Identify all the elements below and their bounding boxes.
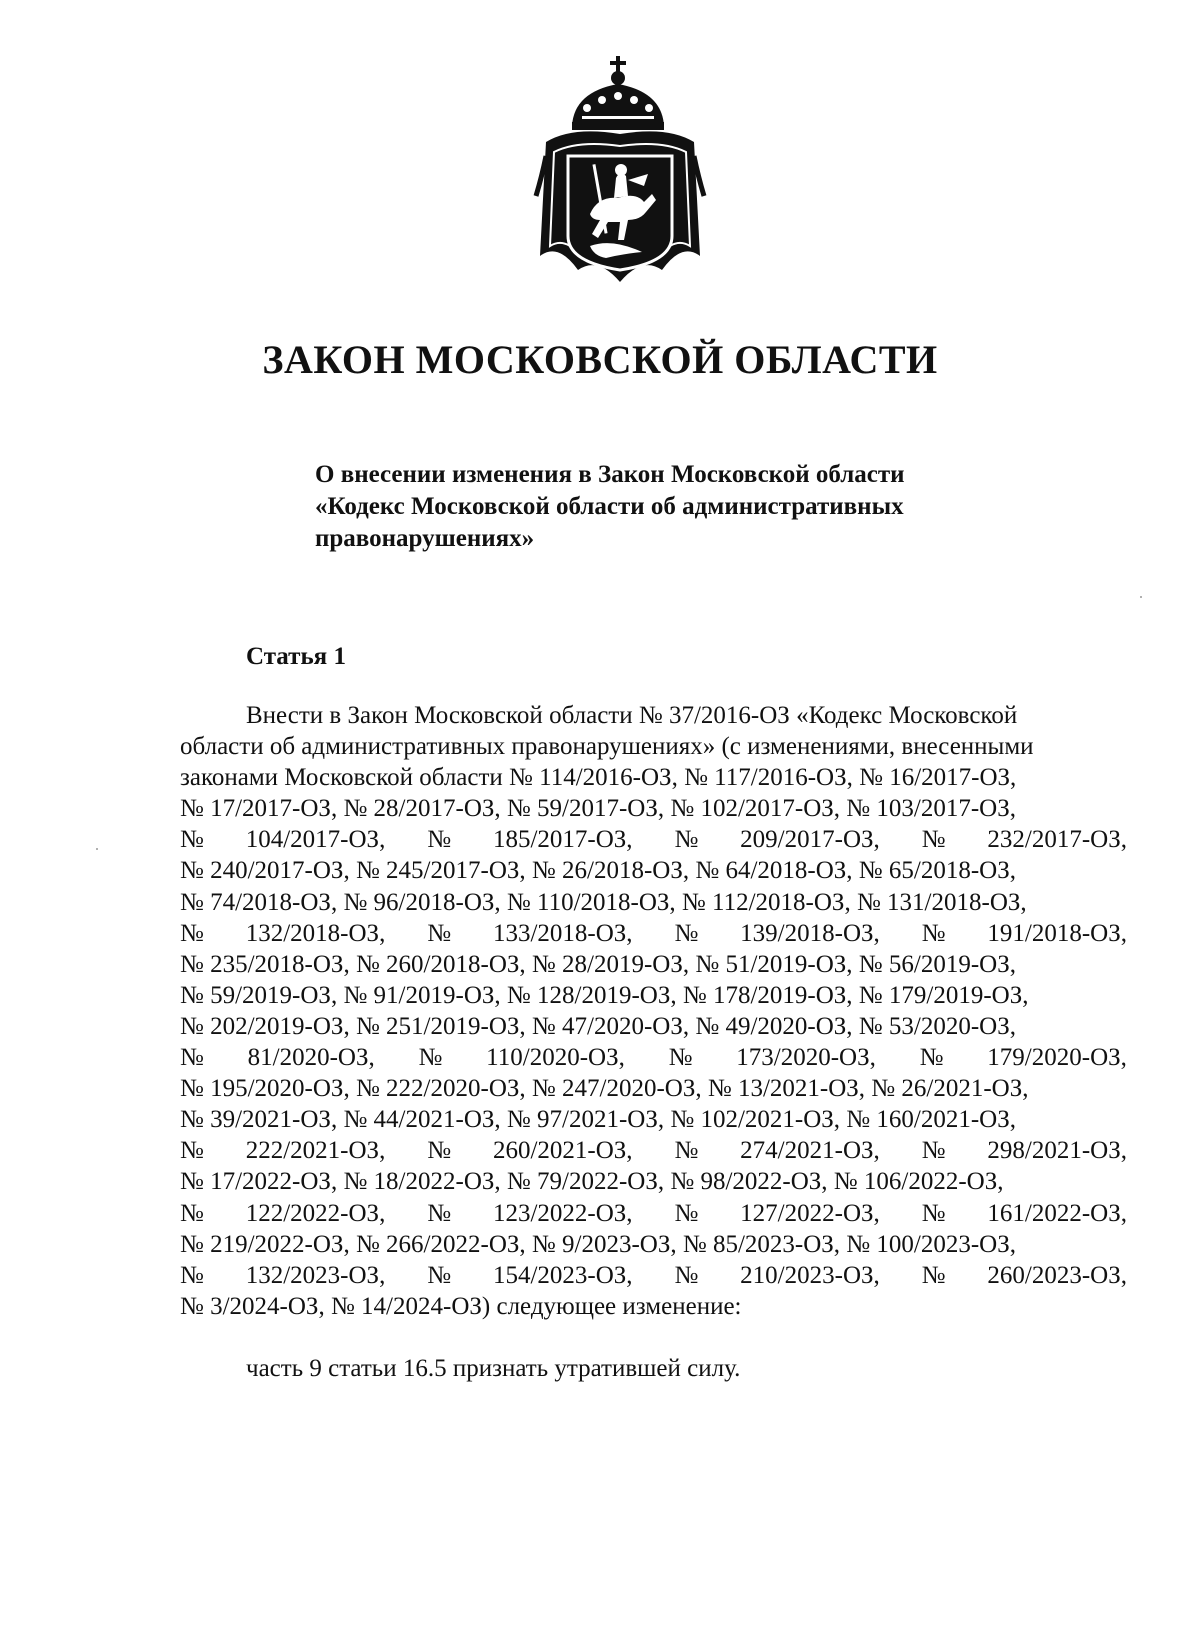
body-line: № 59/2019-ОЗ, № 91/2019-ОЗ, № 128/2019-ОЗ, № 178/2019-ОЗ, № 179/2019-ОЗ, [180,981,1029,1009]
scan-speck [96,848,98,850]
law-subtitle [315,459,1015,555]
body-line-token: № [674,919,699,947]
subtitle-line: правонарушениях» [315,525,535,552]
body-line-token: 110/2020-ОЗ, [486,1044,625,1072]
body-line: № 17/2022-ОЗ, № 18/2022-ОЗ, № 79/2022-ОЗ, № 98/2022-ОЗ, № 106/2022-ОЗ, [180,1168,1004,1196]
body-line-token: № [919,1044,944,1072]
body-line-token: 123/2022-ОЗ, [492,1199,633,1227]
body-line-token: 260/2021-ОЗ, [492,1137,633,1165]
body-line-token: № [674,826,699,854]
body-line-token: № [427,1199,452,1227]
body-line-token: 191/2018-ОЗ, [987,919,1127,947]
coat-of-arms-emblem [532,56,708,288]
body-line: № 235/2018-ОЗ, № 260/2018-ОЗ, № 28/2019-ОЗ, № 51/2019-ОЗ, № 56/2019-ОЗ, [180,950,1017,978]
body-line-token: № [418,1044,443,1072]
article-body [180,700,1127,1322]
body-line-token: № [180,1261,204,1289]
body-line-token: 122/2022-ОЗ, [245,1199,386,1227]
body-line [180,1135,1127,1166]
article-heading: Статья 1 [246,643,346,670]
body-line: № 74/2018-ОЗ, № 96/2018-ОЗ, № 110/2018-ОЗ, № 112/2018-ОЗ, № 131/2018-ОЗ, [180,888,1027,916]
body-line-token: 274/2021-ОЗ, [740,1137,880,1165]
body-line-token: 209/2017-ОЗ, [740,826,880,854]
body-line-token: № [921,826,946,854]
body-line: области об административных правонарушениях» (с изменениями, внесенными [180,733,1034,761]
body-line-token: № [674,1261,699,1289]
body-line-token: № [427,826,452,854]
body-line: № 202/2019-ОЗ, № 251/2019-ОЗ, № 47/2020-ОЗ, № 49/2020-ОЗ, № 53/2020-ОЗ, [180,1012,1017,1040]
body-line [180,824,1127,855]
body-line [180,918,1127,949]
body-line: № 17/2017-ОЗ, № 28/2017-ОЗ, № 59/2017-ОЗ, № 102/2017-ОЗ, № 103/2017-ОЗ, [180,795,1017,823]
body-line-token: № [921,1137,946,1165]
body-line-token: 154/2023-ОЗ, [492,1261,633,1289]
body-line-token: 139/2018-ОЗ, [740,919,880,947]
body-line-token: № [921,1199,946,1227]
body-line-token: № [921,919,946,947]
body-line: № 3/2024-ОЗ, № 14/2024-ОЗ) следующее изменение: [180,1292,742,1320]
body-line-token: № [427,919,452,947]
body-line: № 240/2017-ОЗ, № 245/2017-ОЗ, № 26/2018-ОЗ, № 64/2018-ОЗ, № 65/2018-ОЗ, [180,857,1017,885]
body-line-token: 222/2021-ОЗ, [245,1137,386,1165]
body-line-token: № [180,1137,204,1165]
subtitle-line: О внесении изменения в Закон Московской области [315,461,905,488]
body-line-token: 127/2022-ОЗ, [740,1199,880,1227]
body-line: № 219/2022-ОЗ, № 266/2022-ОЗ, № 9/2023-ОЗ, № 85/2023-ОЗ, № 100/2023-ОЗ, [180,1230,1017,1258]
body-line-token: № [180,919,204,947]
law-title: ЗАКОН МОСКОВСКОЙ ОБЛАСТИ [262,337,938,382]
closing-provision: часть 9 статьи 16.5 признать утратившей силу. [246,1355,741,1382]
body-line-token: 298/2021-ОЗ, [987,1137,1127,1165]
body-line [180,1198,1127,1229]
body-line-token: № [427,1137,452,1165]
body-line-token: 179/2020-ОЗ, [987,1044,1127,1072]
body-line-token: № [180,826,204,854]
body-line: № 195/2020-ОЗ, № 222/2020-ОЗ, № 247/2020-ОЗ, № 13/2021-ОЗ, № 26/2021-ОЗ, [180,1075,1029,1103]
body-line-token: № [921,1261,946,1289]
body-line-token: 132/2018-ОЗ, [245,919,386,947]
body-line-token: 133/2018-ОЗ, [492,919,633,947]
body-line-token: 185/2017-ОЗ, [492,826,633,854]
body-line: законами Московской области № 114/2016-ОЗ, № 117/2016-ОЗ, № 16/2017-ОЗ, [180,764,1017,792]
body-line: Внести в Закон Московской области № 37/2016-ОЗ «Кодекс Московской [246,702,1018,729]
body-line-token: 104/2017-ОЗ, [245,826,386,854]
body-line-token: № [674,1137,699,1165]
body-line [180,1260,1127,1291]
body-line-token: № [668,1044,693,1072]
body-line-token: 260/2023-ОЗ, [987,1261,1127,1289]
subtitle-line: «Кодекс Московской области об административных [315,493,904,520]
body-line-token: 210/2023-ОЗ, [740,1261,880,1289]
body-line-token: № [674,1199,699,1227]
body-line: № 39/2021-ОЗ, № 44/2021-ОЗ, № 97/2021-ОЗ, № 102/2021-ОЗ, № 160/2021-ОЗ, [180,1106,1017,1134]
body-line-token: № [180,1044,204,1072]
body-line-token: 81/2020-ОЗ, [247,1044,375,1072]
body-line [180,1042,1127,1073]
body-line-token: 132/2023-ОЗ, [245,1261,386,1289]
body-line-token: 232/2017-ОЗ, [987,826,1127,854]
body-line-token: № [180,1199,204,1227]
body-line-token: 161/2022-ОЗ, [987,1199,1127,1227]
body-line-token: 173/2020-ОЗ, [736,1044,876,1072]
scan-speck [1140,596,1142,598]
body-line-token: № [427,1261,452,1289]
